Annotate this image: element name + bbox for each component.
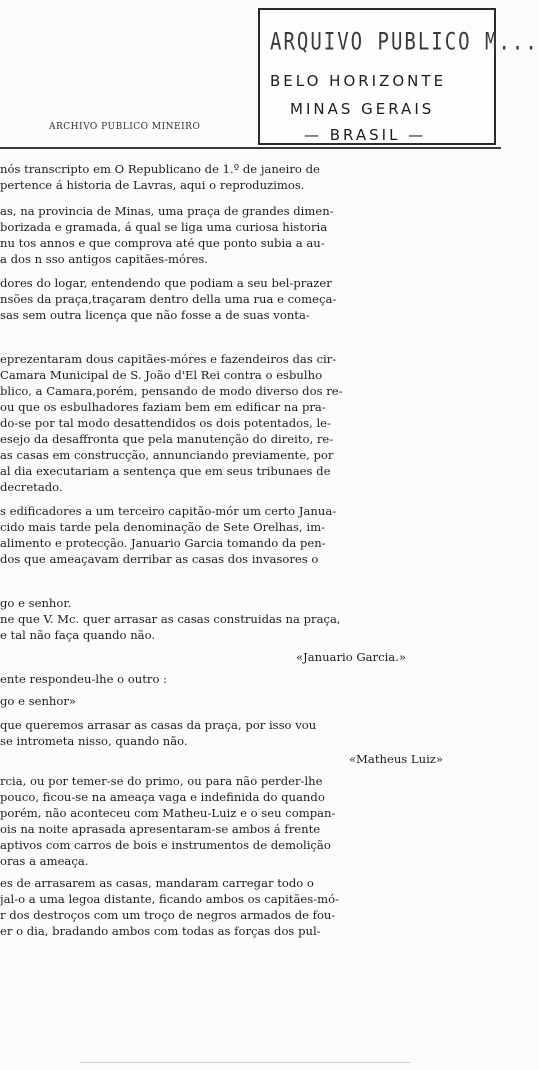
- text-line: blico, a Camara,porém, pensando de modo diverso dos re-: [0, 384, 343, 398]
- bottom-edge-rule: [80, 1062, 410, 1063]
- archive-stamp: [258, 8, 539, 145]
- text-line: Camara Municipal de S. João d'El Rei contra o esbulho: [0, 368, 323, 382]
- text-line: nsões da praça,traçaram dentro della uma rua e começa-: [0, 292, 337, 306]
- text-line: ente respondeu-lhe o outro :: [0, 672, 168, 686]
- stamp-line-city: BELO HORIZONTE: [270, 72, 447, 90]
- text-line: as, na provincia de Minas, uma praça de grandes dimen-: [0, 204, 334, 218]
- stamp-line-archive: ARQUIVO PUBLICO M...: [270, 28, 539, 56]
- text-line: dores do logar, entendendo que podiam a seu bel-prazer: [0, 276, 332, 290]
- text-line: ois na noite aprasada apresentaram-se ambos á frente: [0, 822, 321, 836]
- signature-line: «Matheus Luiz»: [348, 752, 443, 766]
- text-line: que queremos arrasar as casas da praça, por isso vou: [0, 718, 317, 732]
- text-line: ou que os esbulhadores faziam bem em edificar na pra-: [0, 400, 326, 414]
- text-line: cido mais tarde pela denominação de Sete Orelhas, im-: [0, 520, 325, 534]
- text-line: oras a ameaça.: [0, 854, 89, 868]
- text-line: aptivos com carros de bois e instrumentos de demolição: [0, 838, 331, 852]
- text-line: pertence á historia de Lavras, aqui o reproduzimos.: [0, 178, 305, 192]
- stamp-line-state: MINAS GERAIS: [290, 100, 435, 118]
- text-line: alimento e protecção. Januario Garcia tomando da pen-: [0, 536, 326, 550]
- text-line: r dos destroços com um troço de negros armados de fou-: [0, 908, 336, 922]
- text-line: dos que ameaçavam derribar as casas dos invasores o: [0, 552, 319, 566]
- text-line: go e senhor»: [0, 694, 76, 708]
- text-line: esejo da desaffronta que pela manutenção do direito, re-: [0, 432, 334, 446]
- text-line: decretado.: [0, 480, 63, 494]
- text-line: as casas em construcção, annunciando previamente, por: [0, 448, 334, 462]
- text-line: s edificadores a um terceiro capitão-mór um certo Janua-: [0, 504, 337, 518]
- text-line: do-se por tal modo desattendidos os dois potentados, le-: [0, 416, 331, 430]
- text-line: go e senhor.: [0, 596, 72, 610]
- text-line: er o dia, bradando ambos com todas as forças dos pul-: [0, 924, 321, 938]
- text-line: pouco, ficou-se na ameaça vaga e indefinida do quando: [0, 790, 325, 804]
- text-line: rcia, ou por temer-se do primo, ou para não perder-lhe: [0, 774, 323, 788]
- text-line: borizada e gramada, á qual se liga uma curiosa historia: [0, 220, 328, 234]
- text-line: nu tos annos e que comprova até que ponto subia a au-: [0, 236, 325, 250]
- stamp-line-country: — BRASIL —: [304, 126, 427, 144]
- text-line: nós transcripto em O Republicano de 1.º de janeiro de: [0, 162, 320, 176]
- header-rule: [0, 147, 501, 149]
- signature-line: «Januario Garcia.»: [295, 650, 406, 664]
- text-line: porém, não aconteceu com Matheu-Luiz e o seu compan-: [0, 806, 336, 820]
- text-line: ne que V. Mc. quer arrasar as casas construidas na praça,: [0, 612, 341, 626]
- text-line: e tal não faça quando não.: [0, 628, 156, 642]
- text-line: se intrometa nisso, quando não.: [0, 734, 188, 748]
- text-line: al dia executariam a sentença que em seus tribunaes de: [0, 464, 331, 478]
- text-line: es de arrasarem as casas, mandaram carregar todo o: [0, 876, 314, 890]
- text-line: a dos n sso antigos capitães-móres.: [0, 252, 208, 266]
- text-line: sas sem outra licença que não fosse a de suas vonta-: [0, 308, 310, 322]
- text-line: eprezentaram dous capitães-móres e fazendeiros das cir-: [0, 352, 337, 366]
- text-line: jal-o a uma legoa distante, ficando ambos os capitães-mó-: [0, 892, 340, 906]
- page-header: ARCHIVO PUBLICO MINEIRO: [49, 122, 201, 132]
- document-body: [0, 156, 501, 1056]
